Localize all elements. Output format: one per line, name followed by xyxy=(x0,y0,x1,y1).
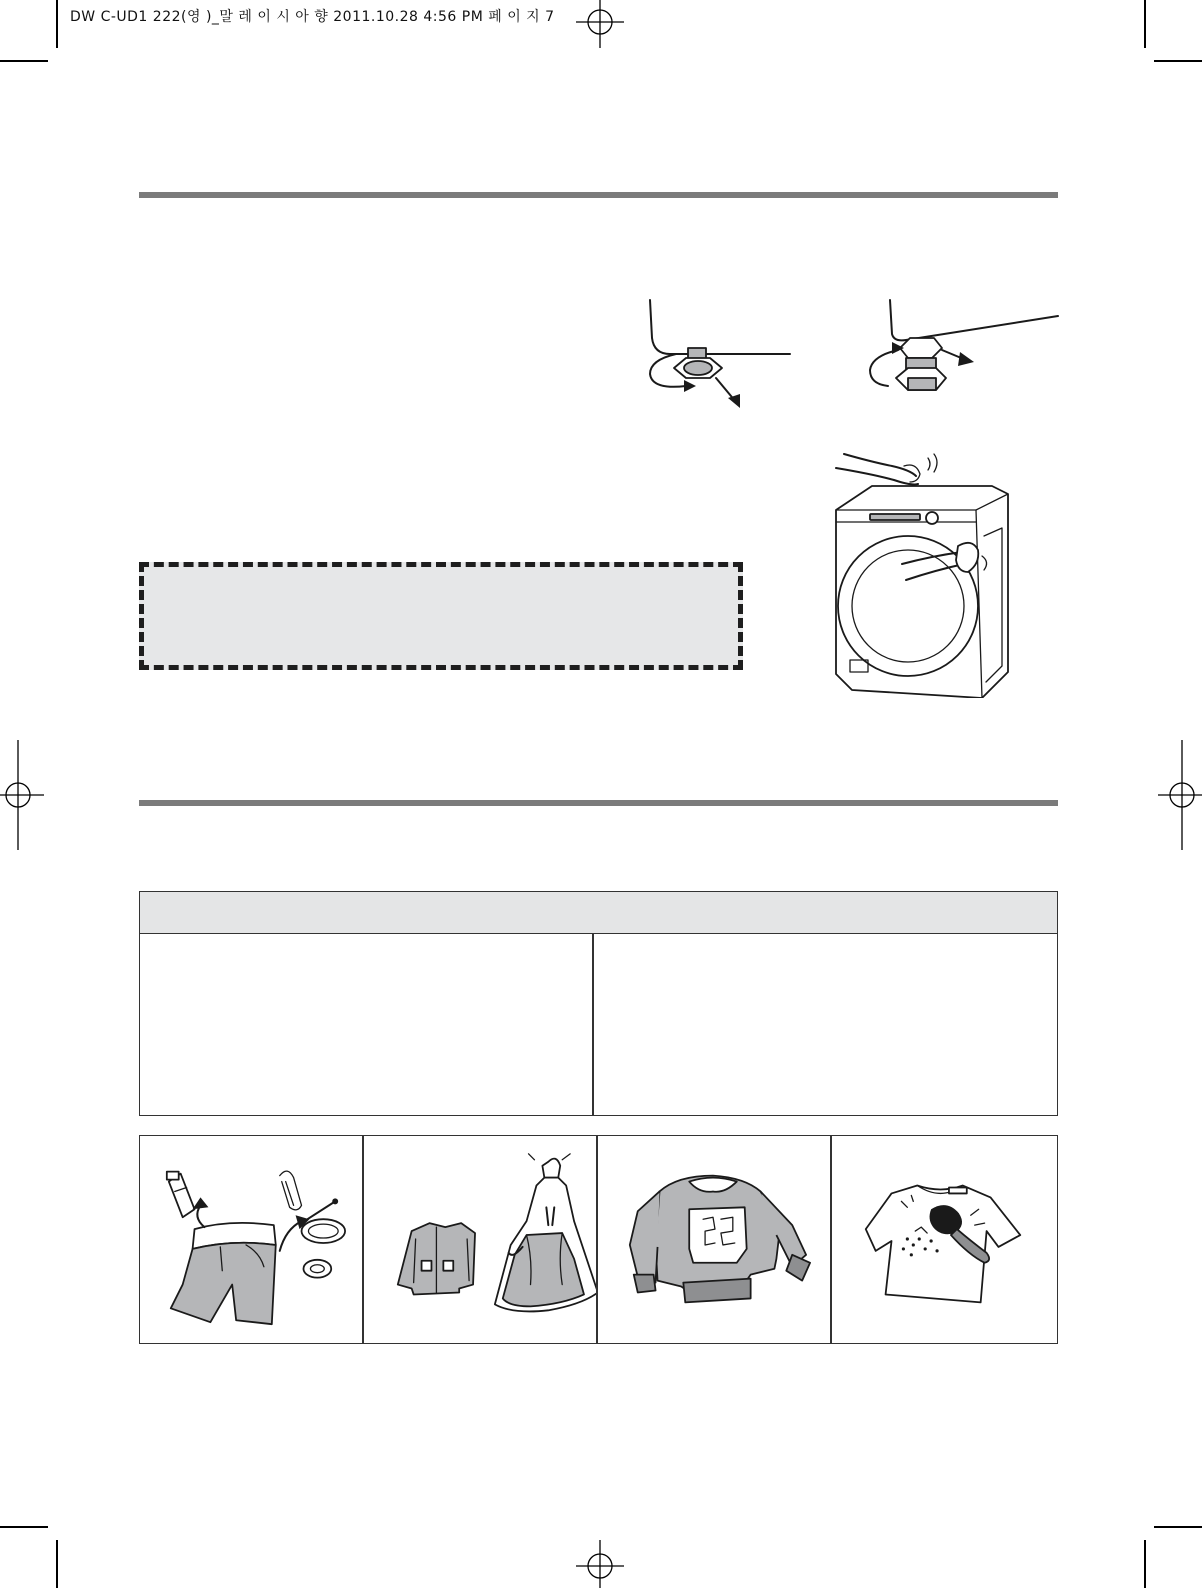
leveling-foot-loosen-icon xyxy=(640,298,800,410)
fasten-zippers-ties-icon xyxy=(363,1136,596,1343)
leveling-foot-adjust-icon xyxy=(866,298,1066,410)
registration-mark-top xyxy=(570,0,630,48)
preparation-illustration-row xyxy=(139,1135,1058,1344)
section-rule-middle xyxy=(139,800,1058,806)
brush-off-dirt-icon xyxy=(831,1136,1057,1343)
registration-mark-bottom xyxy=(570,1540,630,1588)
crop-mark-top-left-h xyxy=(0,60,48,62)
crop-mark-bottom-left-v xyxy=(56,1540,58,1588)
turn-inside-out-cell xyxy=(597,1136,830,1343)
fasten-zippers-ties-cell xyxy=(363,1136,596,1343)
crop-mark-bottom-right-v xyxy=(1144,1540,1146,1588)
empty-pockets-icon xyxy=(140,1136,362,1343)
registration-mark-left xyxy=(0,740,48,850)
preparation-table xyxy=(139,891,1058,1116)
print-stamp: DW C-UD1 222(영 )_말 레 이 시 아 향 2011.10.28 4:56 PM 페 이 지 7 xyxy=(70,9,555,25)
crop-mark-top-right-v xyxy=(1144,0,1146,48)
empty-pockets-cell xyxy=(140,1136,362,1343)
section-rule-top xyxy=(139,192,1058,198)
crop-mark-bottom-right-h xyxy=(1154,1526,1202,1528)
crop-mark-top-left-v xyxy=(56,0,58,48)
crop-mark-bottom-left-h xyxy=(0,1526,48,1528)
registration-mark-right xyxy=(1154,740,1202,850)
crop-mark-top-right-h xyxy=(1154,60,1202,62)
brush-off-dirt-cell xyxy=(831,1136,1057,1343)
notice-box xyxy=(139,562,743,670)
washer-rock-check-icon xyxy=(832,446,1012,698)
turn-inside-out-icon xyxy=(597,1136,830,1343)
preparation-table-divider xyxy=(592,933,594,1115)
preparation-table-header xyxy=(140,892,1057,934)
